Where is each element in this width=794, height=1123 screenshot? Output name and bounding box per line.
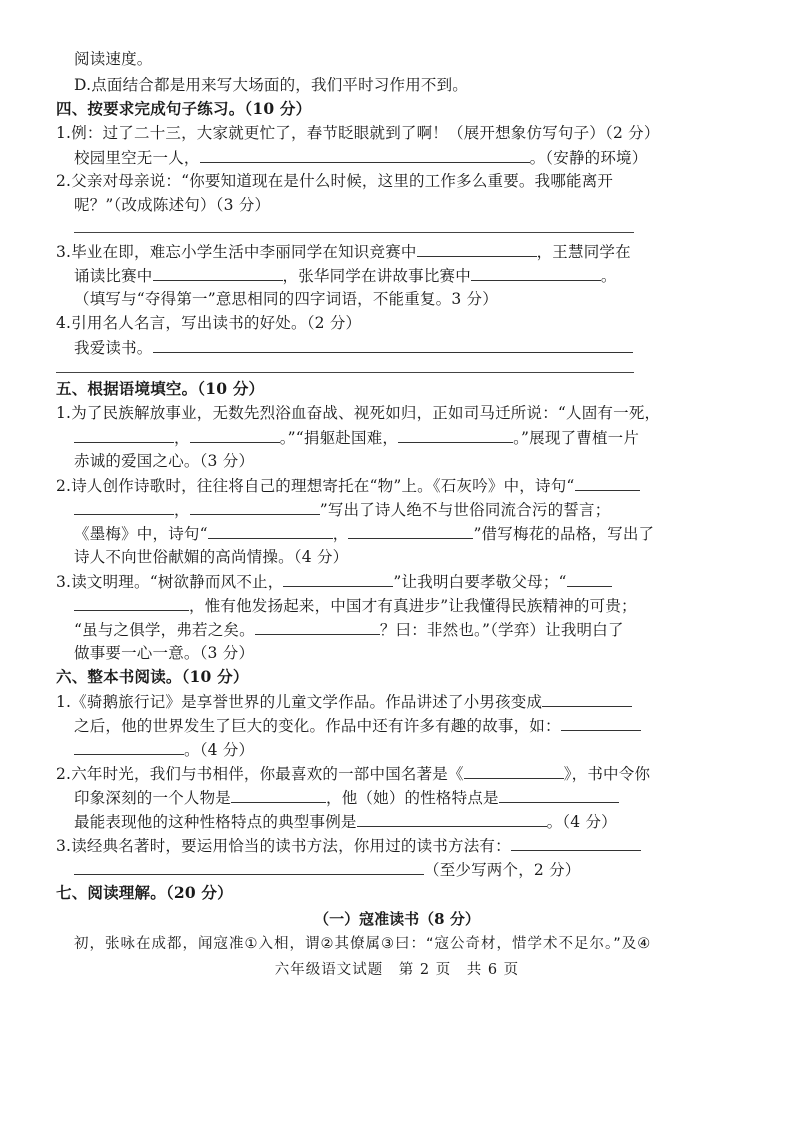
answer-blank[interactable] (231, 786, 326, 803)
text-fragment: ”借写梅花的品格，写出了 (473, 525, 655, 543)
answer-blank[interactable] (417, 240, 537, 257)
answer-blank[interactable] (74, 426, 174, 443)
question-5-3 (56, 570, 656, 593)
text-fragment: 《墨梅》中，诗句“ (74, 525, 208, 543)
question-6-3 (56, 834, 656, 857)
text-fragment: 。”“捐躯赴国难， (279, 429, 399, 447)
question-4-3 (56, 240, 656, 263)
answer-blank[interactable] (561, 714, 641, 731)
question-6-2 (56, 762, 656, 785)
answer-blank[interactable] (255, 618, 380, 635)
question-4-3-cont (74, 264, 674, 287)
text-fragment: ， (174, 429, 190, 447)
question-5-3-cont (74, 594, 674, 617)
question-6-2-cont (74, 786, 674, 809)
section-heading-7: 七、阅读理解。（20 分） (56, 883, 233, 902)
text-fragment: ， (174, 501, 190, 519)
answer-blank[interactable] (190, 426, 280, 443)
section-heading-6: 六、整本书阅读。（10 分） (56, 667, 249, 686)
question-6-1 (56, 690, 656, 713)
answer-blank[interactable] (153, 264, 283, 281)
answer-blank[interactable] (153, 336, 633, 353)
passage-title: （一）寇准读书（8 分） (314, 910, 480, 928)
text-fragment: 2.六年时光，我们与书相伴，你最喜欢的一部中国名著是《 (56, 765, 464, 783)
question-5-1-end: 赤诚的爱国之心。（3 分） (74, 452, 255, 470)
question-4-4: 4.引用名人名言，写出读书的好处。（2 分） (56, 314, 362, 332)
text-fragment: 诵读比赛中 (74, 267, 153, 285)
text-line: D.点面结合都是用来写大场面的，我们平时习作用不到。 (74, 76, 469, 94)
text-fragment: ， (332, 525, 349, 543)
answer-blank[interactable] (74, 858, 424, 875)
answer-blank[interactable] (499, 786, 619, 803)
question-4-1-answer (74, 146, 674, 169)
answer-blank[interactable] (200, 146, 530, 163)
text-fragment: 》，书中令你 (563, 765, 651, 783)
text-fragment: 校园里空无一人， (74, 149, 200, 167)
answer-blank[interactable] (542, 690, 632, 707)
answer-blank[interactable] (190, 498, 320, 515)
answer-blank[interactable] (398, 426, 513, 443)
answer-blank[interactable] (357, 810, 547, 827)
question-5-1-cont (74, 426, 674, 449)
answer-blank[interactable] (208, 522, 333, 539)
question-5-2-end: 诗人不向世俗献媚的高尚情操。（4 分） (74, 548, 349, 566)
question-5-3-end: 做事要一心一意。（3 分） (74, 644, 255, 662)
text-fragment: ”让我明白要孝敬父母；“ (393, 573, 567, 591)
text-fragment: ，张华同学在讲故事比赛中 (282, 267, 471, 285)
answer-line[interactable] (74, 232, 634, 233)
question-4-4-answer (74, 336, 674, 359)
text-fragment: ，他（她）的性格特点是 (326, 789, 499, 807)
text-fragment: 最能表现他的这种性格特点的典型事例是 (74, 813, 357, 831)
passage-text: 初，张咏在成都，闻寇准①入相，谓②其僚属③曰：“寇公奇材，惜学术不足尔。”及④ (74, 936, 652, 952)
question-6-2-end (74, 810, 674, 833)
question-6-3-cont (74, 858, 674, 881)
text-fragment: 。 (600, 267, 617, 285)
answer-blank[interactable] (283, 570, 393, 587)
page-footer: 六年级语文试题 第 2 页 共 6 页 (274, 962, 520, 978)
question-5-2-cont (74, 522, 674, 545)
answer-blank[interactable] (348, 522, 473, 539)
answer-blank[interactable] (567, 570, 612, 587)
text-fragment: 3.毕业在即，难忘小学生活中李丽同学在知识竞赛中 (56, 243, 417, 261)
text-fragment: 。”展现了曹植一片 (513, 429, 640, 447)
answer-line[interactable] (56, 372, 634, 373)
text-fragment: （至少写两个，2 分） (424, 861, 581, 879)
text-fragment: 印象深刻的一个人物是 (74, 789, 232, 807)
text-fragment: 3.读文明理。“树欲静而风不止， (56, 573, 284, 591)
question-6-1-cont (74, 714, 674, 737)
section-heading-4: 四、按要求完成句子练习。（10 分） (56, 99, 312, 118)
text-fragment: 之后，他的世界发生了巨大的变化。作品中还有许多有趣的故事，如： (74, 717, 561, 735)
text-fragment: ”写出了诗人绝不与世俗同流合污的誓言； (319, 501, 611, 519)
answer-blank[interactable] (74, 498, 174, 515)
question-5-1: 1.为了民族解放事业，无数先烈浴血奋战、视死如归，正如司马迁所说：“人固有一死， (56, 404, 661, 422)
text-fragment: ，惟有他发扬起来，中国才有真进步”让我懂得民族精神的可贵； (189, 597, 637, 615)
section-heading-5: 五、根据语境填空。（10 分） (56, 379, 265, 398)
text-fragment: “虽与之俱学，弗若之矣。 (74, 621, 255, 639)
text-fragment: 1.《骑鹅旅行记》是享誉世界的儿童文学作品。作品讲述了小男孩变成 (56, 693, 543, 711)
question-5-3-cont (74, 618, 674, 641)
text-fragment: ，王慧同学在 (536, 243, 631, 261)
text-fragment: 。（4 分） (184, 741, 255, 759)
answer-blank[interactable] (74, 594, 189, 611)
text-fragment: 。（4 分） (546, 813, 617, 831)
answer-blank[interactable] (511, 834, 641, 851)
text-fragment: 3.读经典名著时，要运用恰当的读书方法，你用过的读书方法有： (56, 837, 511, 855)
question-5-2-cont (74, 498, 674, 521)
answer-blank[interactable] (575, 474, 640, 491)
text-fragment: ？曰：非然也。”（学弈）让我明白了 (379, 621, 624, 639)
answer-blank[interactable] (471, 264, 601, 281)
question-6-1-end (74, 738, 674, 761)
text-fragment: 。（安静的环境） (529, 149, 648, 167)
question-4-3-note: （填写与“夺得第一”意思相同的四字词语，不能重复。3 分） (74, 290, 498, 308)
text-line: 阅读速度。 (74, 50, 153, 68)
answer-blank[interactable] (74, 738, 184, 755)
question-4-2: 2.父亲对母亲说：“你要知道现在是什么时候，这里的工作多么重要。我哪能离开 (56, 172, 614, 190)
text-fragment: 2.诗人创作诗歌时，往往将自己的理想寄托在“物”上。《石灰吟》中，诗句“ (56, 477, 575, 495)
question-4-2-cont: 呢？”（改成陈述句）（3 分） (74, 196, 271, 214)
answer-blank[interactable] (464, 762, 564, 779)
text-fragment: 我爱读书。 (74, 339, 153, 357)
question-4-1: 1.例：过了二十三，大家就更忙了，春节眨眼就到了啊！（展开想象仿写句子）（2 分） (56, 124, 660, 142)
question-5-2 (56, 474, 656, 497)
